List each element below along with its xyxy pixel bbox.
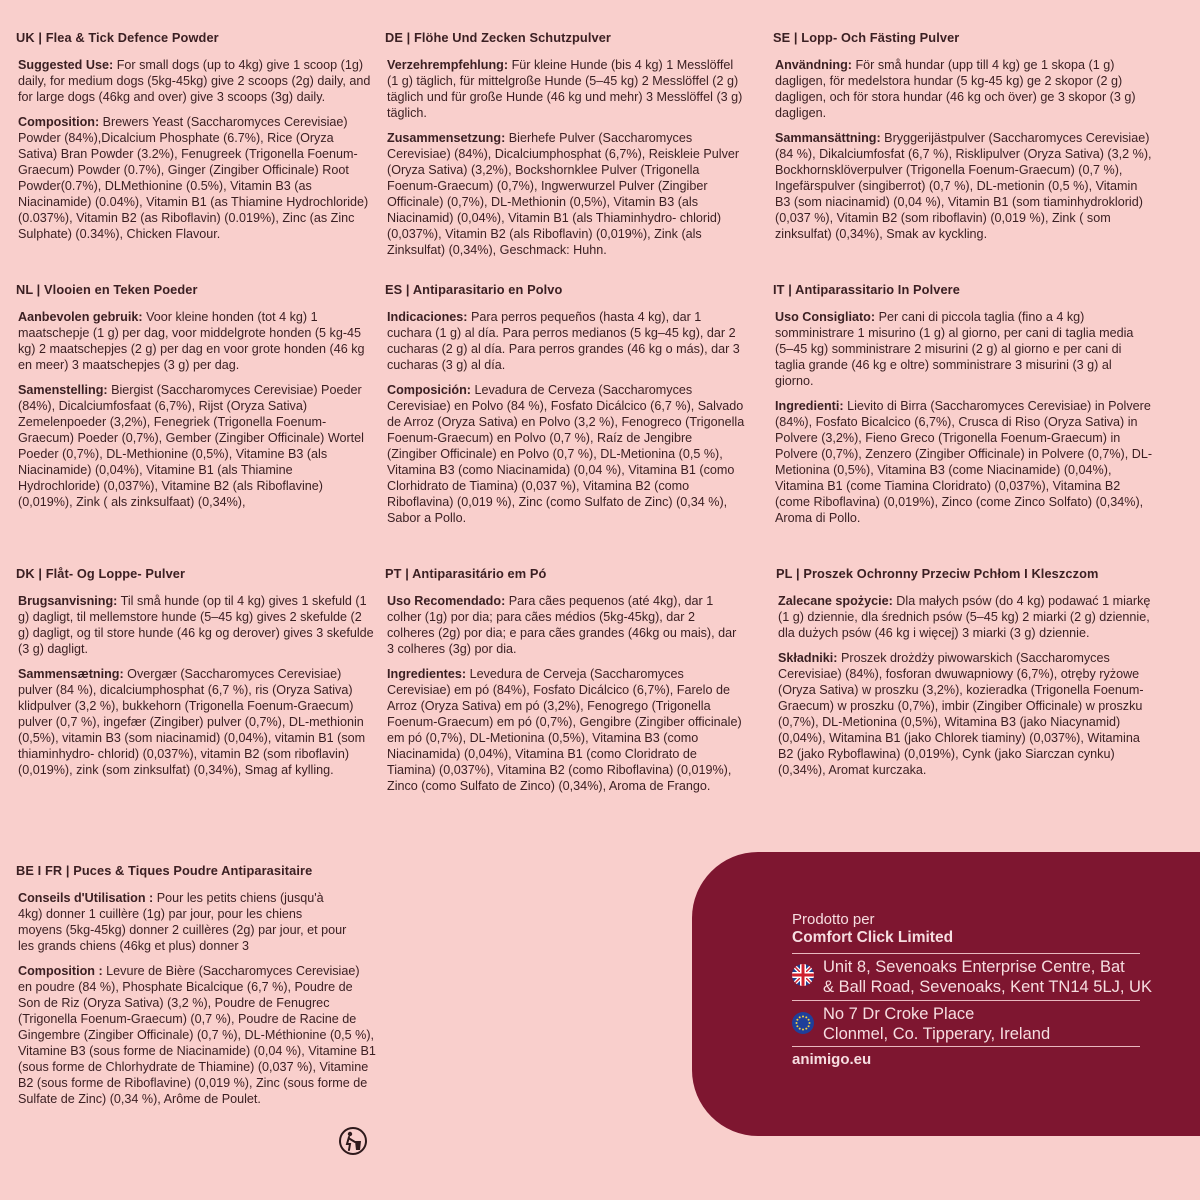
- made-by-label: Prodotto per: [792, 911, 875, 928]
- eu-flag-icon: [792, 1012, 814, 1034]
- divider: [792, 1046, 1140, 1047]
- composition-paragraph: Samenstelling: Biergist (Saccharomyces Cerevisiae) Poeder (84%), Dicalciumfosfaat (6,7%), Rijst (Oryza Sativa) Zemelenpoeder (3,2%), Fenegriek (Trigonella Foenum-Graecum) Poeder (0,7%), Gember (Zingiber Officinale) Wortel Poeder (0,7%), DL-Methionine (0,5%), Vitamine B3 (als Niacinamide) (0,04%), Vitamine B1 (als Thiamine Hydrochloride) (0,037%), Vitamine B2 (als Riboflavine) (0,019%), Zink ( als zinksulfaat) (0,34%),: [18, 383, 364, 509]
- usage-paragraph: Indicaciones: Para perros pequeños (hasta 4 kg), dar 1 cuchara (1 g) al día. Para perros medianos (5 kg–45 kg), dar 2 cucharas (2 g) al día. Para perros grandes (46 kg o más), dar 3 cucharas (3 g) al día.: [387, 310, 740, 372]
- usage-paragraph: Uso Consigliato: Per cani di piccola taglia (fino a 4 kg) somministrare 1 misurino (1 g) al giorno, per cani di taglia media (5–45 kg) somministrare 2 misurini (2 g) al giorno e per cani di taglia grande (46 kg e oltre) somministrare 3 misurini (3 g) al giorno.: [775, 310, 1134, 388]
- divider: [792, 1000, 1140, 1001]
- uk-flag-icon: [792, 964, 814, 986]
- section-se: [773, 30, 1153, 251]
- section-heading: BE I FR | Puces & Tiques Poudre Antiparasitaire: [16, 863, 313, 878]
- section-heading: DE | Flöhe Und Zecken Schutzpulver: [385, 30, 611, 45]
- section-heading: DK | Flåt- Og Loppe- Pulver: [16, 566, 186, 581]
- section-heading: UK | Flea & Tick Defence Powder: [16, 30, 219, 45]
- composition-paragraph: Ingredienti: Lievito di Birra (Saccharomyces Cerevisiae) in Polvere (84%), Fosfato Bicalcico (6,7%), Crusca di Riso (Oryza Sativa) in Polvere (3,2%), Fieno Greco (Trigonella Foenum-Graecum) in Polvere (0,7%), Zenzero (Zingiber Officinale) in Polvere (0,7%), DL-Metionina (0,5%), Vitamina B3 (come Niacinamide) (0,04%), Vitamina B1 (come Tiamina Cloridrato) (0,037%), Vitamina B2 (come Riboflavina) (0,019%), Zinco (come Zinco Solfato) (0,34%), Aroma di Pollo.: [775, 399, 1153, 525]
- section-uk: [16, 30, 376, 251]
- usage-paragraph: Uso Recomendado: Para cães pequenos (até 4kg), dar 1 colher (1g) por dia; para cães médios (5kg-45kg), dar 2 colheres (2g) por dia; e para cães grandes (46kg ou mais), dar 3 colheres (3g) por dia.: [387, 594, 737, 656]
- section-heading: NL | Vlooien en Teken Poeder: [16, 282, 198, 297]
- uk-address: Unit 8, Sevenoaks Enterprise Centre, Bat & Ball Road, Sevenoaks, Kent TN14 5LJ, UK: [823, 958, 1152, 996]
- section-befr: [16, 863, 376, 1116]
- section-heading: IT | Antiparassitario In Polvere: [773, 282, 960, 297]
- usage-paragraph: Suggested Use: For small dogs (up to 4kg) give 1 scoop (1g) daily, for medium dogs (5kg-45kg) give 2 scoops (2g) daily, and for large dogs (46kg and over) give 3 scoops (3g) daily.: [18, 58, 371, 104]
- section-heading: PT | Antiparasitário em Pó: [385, 566, 547, 581]
- section-heading: PL | Proszek Ochronny Przeciw Pchłom I Kleszczom: [776, 566, 1099, 581]
- composition-paragraph: Sammansättning: Bryggerijästpulver (Saccharomyces Cerevisiae) (84 %), Dikalciumfosfat (6,7 %), Risklipulver (Oryza Sativa) (3,2 %), Bockhornsklöverpulver (Trigonella Foenum-Graecum) (0,7 %), Ingefärspulver (singiberrot) (0,7 %), DL-metionin (0,5 %), Vitamin B3 (som niacinamid) (0,04 %), Vitamin B1 (som tiaminhydroklorid) (0,037 %), Vitamin B2 (som riboflavin) (0,019 %), Zink ( som zinksulfat) (0,34%), Smak av kyckling.: [775, 131, 1152, 241]
- section-pl: [776, 566, 1156, 787]
- usage-paragraph: Aanbevolen gebruik: Voor kleine honden (tot 4 kg) 1 maatschepje (1 g) per dag, voor middelgrote honden (5 kg-45 kg) 2 maatschepjes (2 g) per dag en voor grote honden (46 kg en meer) 3 maatschepjes (3 g) per dag.: [18, 310, 365, 372]
- section-heading: ES | Antiparasitario en Polvo: [385, 282, 563, 297]
- composition-paragraph: Composición: Levadura de Cerveza (Saccharomyces Cerevisiae) en Polvo (84 %), Fosfato Dicálcico (6,7 %), Salvado de Arroz (Oryza Sativa) en Polvo (3,2 %), Fenogreco (Trigonella Foenum-Graecum) en Polvo (0,7 %), Raíz de Jengibre (Zingiber Officinale) en Polvo (0,7 %), DL-Metionina (0,5 %), Vitamina B3 (como Niacinamida) (0,04 %), Vitamina B1 (como Clorhidrato de Tiamina) (0,037 %), Vitamina B2 (como Riboflavina) (0,019 %), Zinc (como Sulfato de Zinc) (0,34 %), Sabor a Pollo.: [387, 383, 745, 525]
- section-es: [385, 282, 745, 535]
- recycle-person-icon: [338, 1126, 368, 1156]
- website-link[interactable]: animigo.eu: [792, 1051, 872, 1068]
- section-it: [773, 282, 1153, 535]
- usage-paragraph: Conseils d'Utilisation : Pour les petits chiens (jusqu'à 4kg) donner 1 cuillère (1g) par jour, pour les chiens moyens (5kg-45kg) donner 2 cuillères (2g) par jour, et pour les grands chiens (46kg et plus) donner 3: [18, 891, 347, 953]
- usage-paragraph: Brugsanvisning: Til små hunde (op til 4 kg) gives 1 skefuld (1 g) dagligt, til mellemstore hunde (5–45 kg) gives 2 skefulde (2 g) dagligt, og til store hunde (46 kg og derover) gives 3 skefulde (3 g) dagligt.: [18, 594, 374, 656]
- usage-paragraph: Verzehrempfehlung: Für kleine Hunde (bis 4 kg) 1 Messlöffel (1 g) täglich, für mittelgroße Hunde (5–45 kg) 2 Messlöffel (2 g) täglich und für große Hunde (46 kg und mehr) 3 Messlöffel (3 g) täglich.: [387, 58, 743, 120]
- composition-paragraph: Składniki: Proszek drożdży piwowarskich (Saccharomyces Cerevisiae) (84%), fosforan dwuwapniowy (6,7%), otręby ryżowe (Oryza Sativa) w proszku (3,2%), kozieradka (Trigonella Foenum-Graecum) w proszku (0,7%), imbir (Zingiber Officinale) w proszku (0,7%), DL-Metionina (0,5%), Witamina B3 (jako Niacynamid) (0,04%), Witamina B1 (jako Chlorek tiaminy) (0,037%), Witamina B2 (jako Ryboflawina) (0,019%), Cynk (jako Siarczan cynku) (0,34%), Aromat kurczaka.: [778, 651, 1144, 777]
- composition-paragraph: Zusammensetzung: Bierhefe Pulver (Saccharomyces Cerevisiae) (84%), Dicalciumphosphat (6,7%), Reiskleie Pulver (Oryza Sativa) (3,2%), Bockshornklee Pulver (Trigonella Foenum-Graecum) (0,7%), Ingwerwurzel Pulver (Zingiber Officinale) (0,7%), DL-Methionin (0,5%), Vitamin B3 (als Niacinamid) (0,04%), Vitamin B1 (als Thiaminhydro- chlorid) (0,037%), Vitamin B2 (als Riboflavin) (0,019%), Zink (als Zinksulfat) (0,34%), Geschmack: Huhn.: [387, 131, 740, 257]
- usage-paragraph: Zalecane spożycie: Dla małych psów (do 4 kg) podawać 1 miarkę (1 g) dziennie, dla średnich psów (5–45 kg) 2 miarki (2 g) dziennie, dla dużych psów (46 kg i więcej) 3 miarki (3 g) dziennie.: [778, 594, 1151, 640]
- section-de: [385, 30, 745, 267]
- composition-paragraph: Composition: Brewers Yeast (Saccharomyces Cerevisiae) Powder (84%),Dicalcium Phosphate (6.7%), Rice (Oryza Sativa) Bran Powder (3.2%), Fenugreek (Trigonella Foenum-Graecum) Powder (0.7%), Ginger (Zingiber Officinale) Root Powder(0.7%), DLMethionine (0.5%), Vitamin B3 (as Niacinamide) (0.04%), Vitamin B1 (as Thiamine Hydrochloride) (0.037%), Vitamin B2 (as Riboflavin) (0.019%), Zinc (as Zinc Sulphate) (0.34%), Chicken Flavour.: [18, 115, 369, 241]
- section-heading: SE | Lopp- Och Fästing Pulver: [773, 30, 960, 45]
- section-dk: [16, 566, 376, 787]
- composition-paragraph: Composition : Levure de Bière (Saccharomyces Cerevisiae) en poudre (84 %), Phosphate Bicalcique (6,7 %), Poudre de Son de Riz (Oryza Sativa) (3,2 %), Poudre de Fenugrec (Trigonella Foenum-Graecum) (0,7 %), Poudre de Racine de Gingembre (Zingiber Officinale) (0,7 %), DL-Méthionine (0,5 %), Vitamine B3 (sous forme de Niacinamide) (0,04 %), Vitamine B1 (sous forme de Chlorhydrate de Thiamine) (0,037 %), Vitamine B2 (sous forme de Riboflavine) (0,019 %), Zinc (sous forme de Sulfate de Zinc) (0,34 %), Arôme de Poulet.: [18, 964, 376, 1106]
- company-name: Comfort Click Limited: [792, 929, 954, 946]
- ie-address: No 7 Dr Croke Place Clonmel, Co. Tipperary, Ireland: [823, 1005, 1051, 1043]
- section-pt: [385, 566, 745, 803]
- contact-panel: [692, 852, 1200, 1136]
- usage-paragraph: Användning: För små hundar (upp till 4 kg) ge 1 skopa (1 g) dagligen, för medelstora hundar (5 kg-45 kg) ge 2 skopor (2 g) dagligen, och för stora hundar (46 kg och över) ge 3 skopor (3 g) dagligen.: [775, 58, 1136, 120]
- composition-paragraph: Sammensætning: Overgær (Saccharomyces Cerevisiae) pulver (84 %), dicalciumphosphat (6,7 %), ris (Oryza Sativa) klidpulver (3,2 %), bukkehorn (Trigonella Foenum-Graecum) pulver (0,7 %), ingefær (Zingiber) pulver (0,7%), DL-methionin (0,5%), vitamin B3 (som niacinamid) (0,04%), vitamin B1 (som thiaminhydro- chlorid) (0,037%), vitamin B2 (som riboflavin) (0,019%), zink (som zinksulfat) (0,34%), Smag af kylling.: [18, 667, 366, 777]
- composition-paragraph: Ingredientes: Levedura de Cerveja (Saccharomyces Cerevisiae) em pó (84%), Fosfato Dicálcico (6,7%), Farelo de Arroz (Oryza Sativa) em pó (3,2%), Fenogrego (Trigonella Foenum-Graecum) em pó (0,7%), Gengibre (Zingiber officinale) em pó (0,7%), DL-Metionina (0,5%), Vitamina B3 (como Niacinamida) (0,04%), Vitamina B1 (como Cloridrato de Tiamina) (0,037%), Vitamina B2 (como Riboflavina) (0,019%), Zinco (como Sulfato de Zinco) (0,34%), Aroma de Frango.: [387, 667, 742, 793]
- section-nl: [16, 282, 376, 519]
- divider: [792, 953, 1140, 954]
